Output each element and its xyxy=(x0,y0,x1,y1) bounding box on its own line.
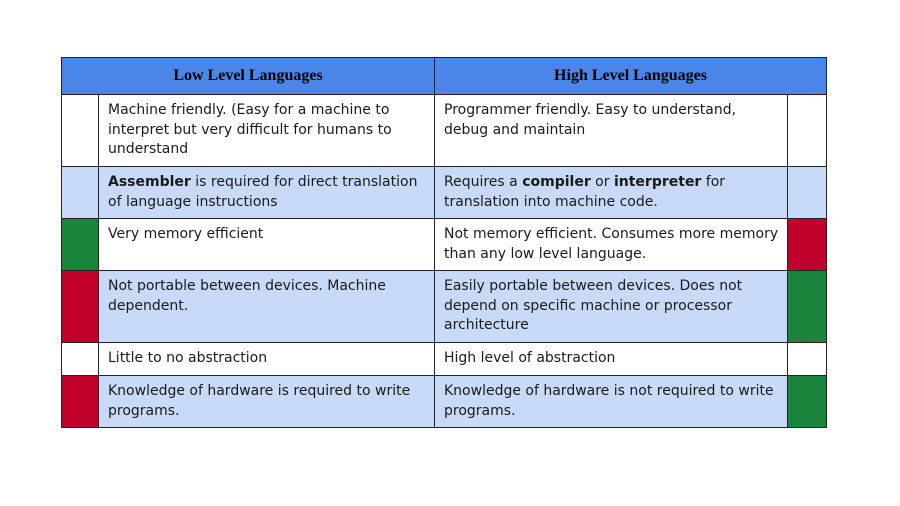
cell-text: Requires a xyxy=(444,174,523,190)
low-level-cell xyxy=(99,376,435,428)
right-marker-cell xyxy=(788,271,827,343)
table-row xyxy=(62,271,827,343)
cell-text: Knowledge of hardware is required to write programs. xyxy=(108,383,411,419)
right-marker-cell xyxy=(788,376,827,428)
right-marker-cell xyxy=(788,219,827,271)
cell-text: High level of abstraction xyxy=(444,350,616,366)
table-row xyxy=(62,167,827,219)
left-marker-cell xyxy=(62,167,99,219)
right-marker-cell xyxy=(788,343,827,376)
high-level-header: High Level Languages xyxy=(435,58,827,95)
low-level-header: Low Level Languages xyxy=(62,58,435,95)
cell-text: Knowledge of hardware is not required to write programs. xyxy=(444,383,774,419)
bold-term: interpreter xyxy=(613,174,702,190)
table-body xyxy=(62,95,827,428)
low-level-cell xyxy=(99,167,435,219)
bold-term: Assembler xyxy=(108,174,191,190)
high-level-cell xyxy=(435,343,788,376)
cell-text: Very memory efficient xyxy=(108,226,264,242)
comparison-table xyxy=(61,57,827,428)
low-level-cell xyxy=(99,343,435,376)
cell-text: for translation into machine code. xyxy=(444,174,726,210)
cell-text: Little to no abstraction xyxy=(108,350,268,366)
right-marker-cell xyxy=(788,95,827,167)
cell-text: is required for direct translation of language instructions xyxy=(108,174,418,210)
low-level-cell xyxy=(99,219,435,271)
high-level-cell xyxy=(435,219,788,271)
left-marker-cell xyxy=(62,95,99,167)
left-marker-cell xyxy=(62,343,99,376)
low-level-cell xyxy=(99,95,435,167)
left-marker-cell xyxy=(62,219,99,271)
right-marker-cell xyxy=(788,167,827,219)
cell-text: Machine friendly. (Easy for a machine to interpret but very difficult for humans to understand xyxy=(108,102,392,157)
left-marker-cell xyxy=(62,376,99,428)
high-level-cell xyxy=(435,167,788,219)
table-row xyxy=(62,95,827,167)
table-row xyxy=(62,219,827,271)
cell-text: Programmer friendly. Easy to understand, debug and maintain xyxy=(444,102,737,138)
cell-text: Not memory efficient. Consumes more memory than any low level language. xyxy=(444,226,779,262)
cell-text: Not portable between devices. Machine dependent. xyxy=(108,278,386,314)
table-row xyxy=(62,376,827,428)
header-row xyxy=(62,58,827,95)
bold-term: compiler xyxy=(522,174,591,190)
high-level-cell xyxy=(435,271,788,343)
low-level-cell xyxy=(99,271,435,343)
cell-text: Easily portable between devices. Does not depend on specific machine or processor architecture xyxy=(444,278,743,333)
high-level-cell xyxy=(435,376,788,428)
table-row xyxy=(62,343,827,376)
high-level-cell xyxy=(435,95,788,167)
left-marker-cell xyxy=(62,271,99,343)
cell-text: or xyxy=(590,174,614,190)
